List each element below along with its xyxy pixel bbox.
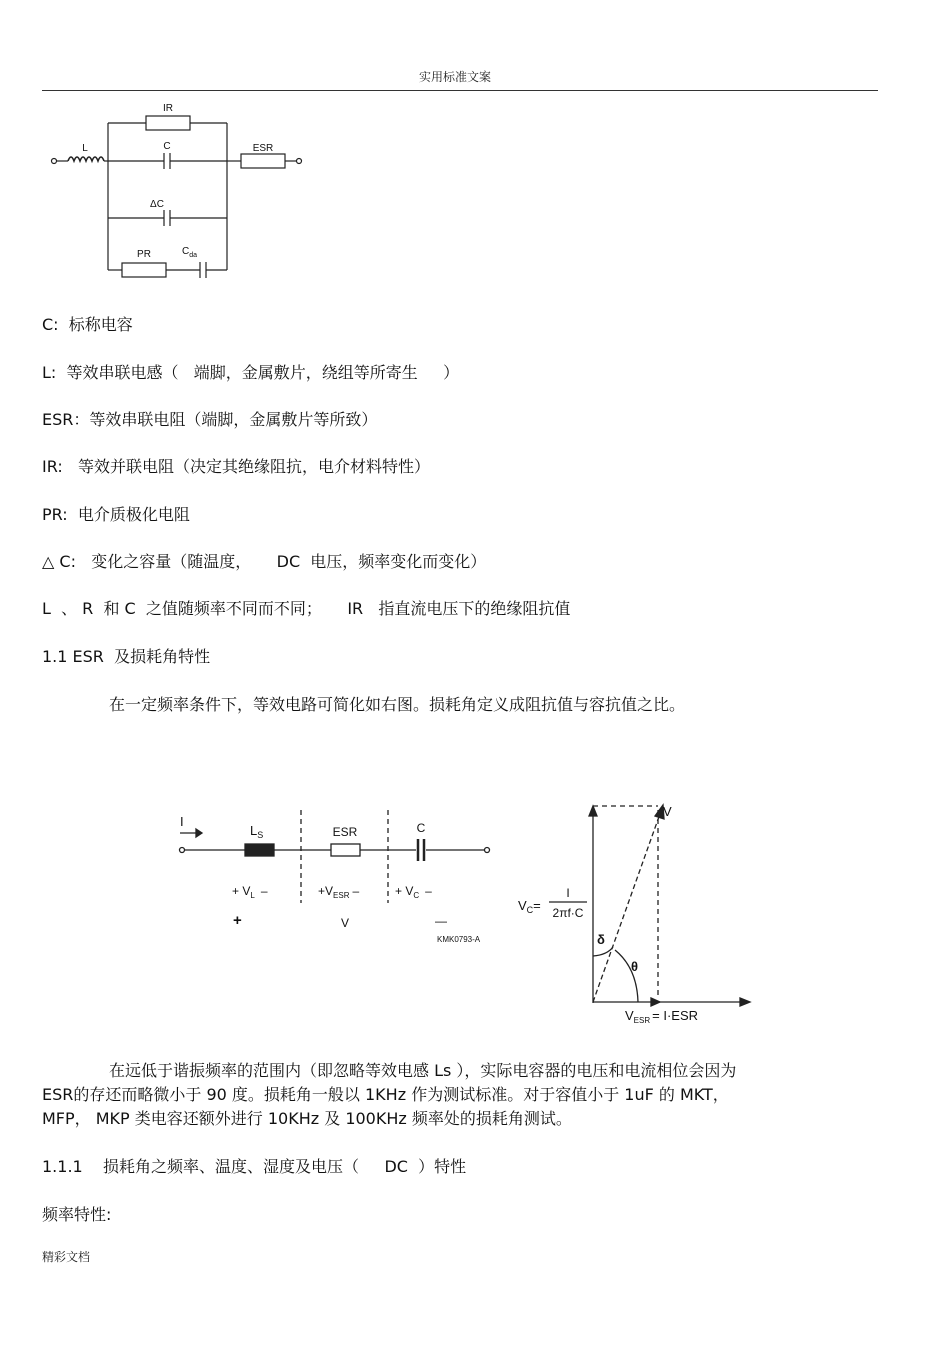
equivalent-circuit-diagram bbox=[40, 95, 320, 285]
fraction-denominator: 2πf·C bbox=[552, 906, 584, 920]
voltage-l: + $V_L$ – bbox=[232, 884, 268, 900]
body-line-1: 在远低于谐振频率的范围内（即忽略等效电感 Ls ），实际电容器的电压和电流相位会因为 bbox=[109, 1061, 737, 1080]
ls-label: $L_S$ bbox=[250, 823, 264, 840]
definition-delta-c: △ C: 变化之容量（随温度， DC 电压，频率变化而变化） bbox=[42, 552, 487, 571]
c-label: C bbox=[416, 821, 426, 835]
label-c: C bbox=[163, 141, 171, 152]
vc-label: $V_C=$ bbox=[518, 898, 541, 915]
header-rule bbox=[42, 90, 878, 91]
fraction-numerator: I bbox=[566, 886, 570, 900]
page-header: 实用标准文案 bbox=[418, 70, 491, 84]
v-label: V bbox=[663, 804, 672, 819]
frequency-characteristics-label: 频率特性: bbox=[42, 1205, 112, 1224]
label-delta-c: ΔC bbox=[150, 199, 164, 210]
definition-c: C: 标称电容 bbox=[42, 315, 133, 334]
label-pr: PR bbox=[137, 249, 151, 260]
label-cda: $C_{da}$ bbox=[182, 246, 198, 259]
body-paragraph bbox=[42, 1059, 872, 1131]
vesr-label: $V_{ESR} = I\cdot ESR$ bbox=[625, 1008, 698, 1025]
definition-esr: ESR：等效串联电阻（端脚，金属敷片等所致） bbox=[42, 410, 378, 429]
label-ir: IR bbox=[163, 103, 173, 114]
definition-ir: IR: 等效并联电阻（决定其绝缘阻抗，电介材料特性） bbox=[42, 457, 430, 476]
voltage-c: + $V_C$ – bbox=[395, 884, 432, 900]
figure-code: KMK0793-A bbox=[437, 935, 481, 944]
bottom-minus: — bbox=[435, 914, 447, 928]
esr-label: ESR bbox=[332, 825, 358, 839]
bottom-plus: + bbox=[233, 912, 242, 929]
voltage-esr: $+V_{ESR}$ – bbox=[318, 884, 360, 900]
body-line-3: MFP， MKP 类电容还额外进行 10KHz 及 100KHz 频率处的损耗角测试。 bbox=[42, 1109, 572, 1128]
section-heading-1-1-1: 1.1.1 损耗角之频率、温度、湿度及电压（ DC ）特性 bbox=[42, 1157, 467, 1176]
definition-l: L: 等效串联电感（ 端脚，金属敷片，绕组等所寄生 ） bbox=[42, 363, 460, 382]
intro-paragraph: 在一定频率条件下，等效电路可简化如右图。损耗角定义成阻抗值与容抗值之比。 bbox=[109, 695, 686, 714]
series-circuit-diagram bbox=[170, 805, 510, 955]
section-heading-1-1: 1.1 ESR 及损耗角特性 bbox=[42, 647, 211, 666]
delta-angle-label: δ bbox=[597, 932, 605, 947]
label-esr: ESR bbox=[252, 143, 274, 154]
definition-note: L 、 R 和 C 之值随频率不同而不同； IR 指直流电压下的绝缘阻抗值 bbox=[42, 599, 571, 618]
bottom-v: V bbox=[340, 916, 350, 930]
label-l: L bbox=[82, 143, 88, 154]
body-line-2: ESR的存还而略微小于 90 度。损耗角一般以 1KHz 作为测试标准。对于容值小于 1uF 的 MKT， bbox=[42, 1085, 729, 1104]
theta-angle-label: θ bbox=[631, 959, 639, 974]
definition-pr: PR: 电介质极化电阻 bbox=[42, 505, 190, 524]
phasor-diagram bbox=[515, 798, 760, 1033]
page-footer: 精彩文档 bbox=[42, 1250, 91, 1264]
current-label: I bbox=[180, 814, 184, 829]
